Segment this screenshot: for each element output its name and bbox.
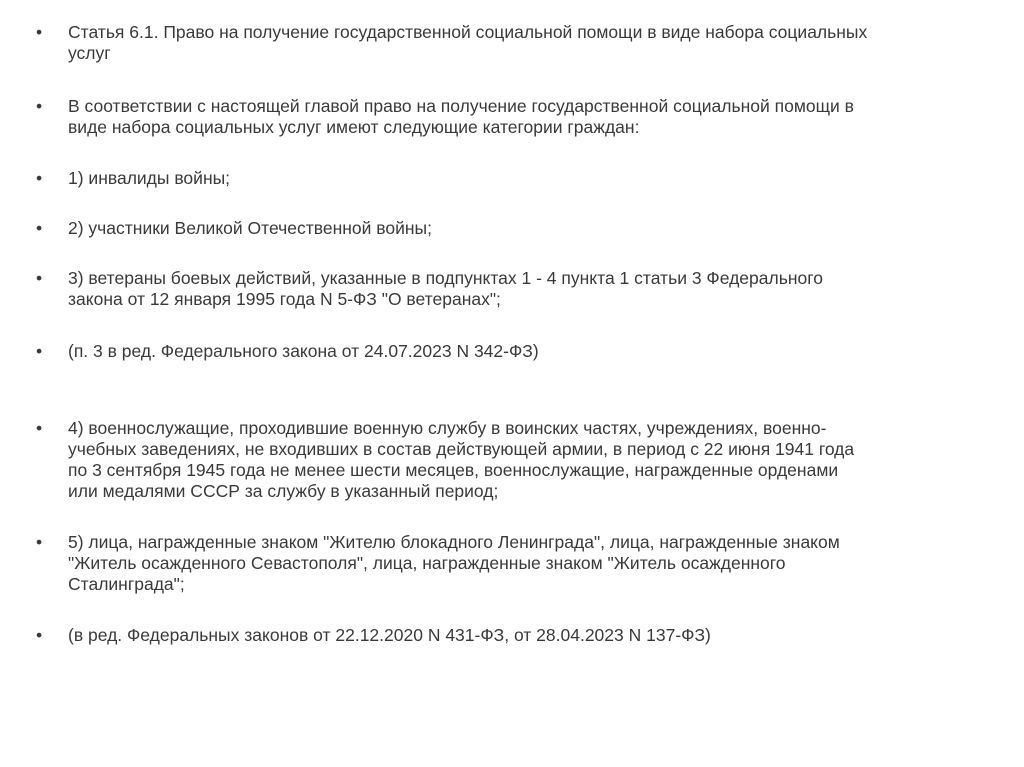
category-3-text: 3) ветераны боевых действий, указанные в подпунктах 1 - 4 пункта 1 статьи 3 Федерального закона от 12 января 1995 года N 5-ФЗ "О ветеранах"; [68,268,823,309]
bullet-icon: • [36,218,43,238]
bullet-icon: • [36,341,43,361]
category-4-text: 4) военнослужащие, проходившие военную службу в воинских частях, учреждениях, военно- учебных заведениях, не входивших в состав действующей армии, в период с 22 июня 1941 года по 3 сентября 1945 года не менее шести месяцев, военнослужащие, награжденные орденами или медалями СССР за службу в указанный период; [68,418,855,501]
amendment-note-text: (п. 3 в ред. Федерального закона от 24.07.2023 N 342-ФЗ) [68,341,539,361]
list-item [36,532,956,595]
list-item [36,218,956,239]
category-5-text: 5) лица, награжденные знаком "Жителю блокадного Ленинграда", лица, награжденные знаком "Житель осажденного Севастополя", лица, награжденные знаком "Житель осажденного Сталинграда"; [68,532,840,594]
intro-text: В соответствии с настоящей главой право на получение государственной социальной помощи в виде набора социальных услуг имеют следующие категории граждан: [68,96,854,137]
category-1-text: 1) инвалиды войны; [68,168,231,188]
list-item [36,268,956,310]
list-item [36,22,956,64]
amendments-note-text: (в ред. Федеральных законов от 22.12.2020 N 431-ФЗ, от 28.04.2023 N 137-ФЗ) [68,625,711,645]
bullet-icon: • [36,418,43,438]
bullet-icon: • [36,532,43,552]
bullet-icon: • [36,625,43,645]
category-2-text: 2) участники Великой Отечественной войны; [68,218,432,238]
list-item [36,96,956,138]
list-item [36,168,956,189]
bullet-icon: • [36,96,43,116]
list-item [36,341,956,362]
bullet-icon: • [36,268,43,288]
article-title-text: Статья 6.1. Право на получение государственной социальной помощи в виде набора социальных услуг [68,22,868,63]
list-item [36,418,956,502]
bullet-icon: • [36,168,43,188]
list-item [36,625,956,646]
bullet-icon: • [36,22,43,42]
